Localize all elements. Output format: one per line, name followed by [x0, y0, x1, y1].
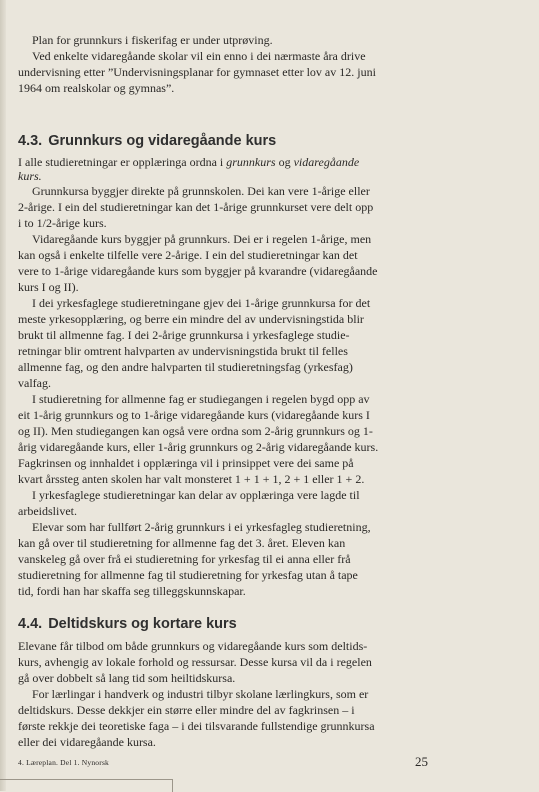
paragraph-line: studieretning for allmenne fag til studieretning for yrkesfag utan å tape	[18, 568, 358, 582]
section-title: Grunnkurs og vidaregåande kurs	[48, 133, 277, 149]
paragraph-line: Elevane får tilbod om både grunnkurs og vidaregåande kurs som deltids-	[18, 639, 368, 653]
intro-line: Plan for grunnkurs i fiskerifag er under utprøving.	[32, 33, 273, 47]
intro-line: 1964 om realskolar og gymnas”.	[18, 81, 175, 95]
paragraph-line: brukt til allmenne fag. I dei 2-årige grunnkursa i yrkesfaglege studie-	[18, 328, 350, 342]
intro-line: Ved enkelte vidaregåande skolar vil ein enno i dei nærmaste åra drive	[32, 49, 366, 63]
paragraph-line: retningar blir omtrent halvparten av undervisningstida brukt til felles	[18, 344, 348, 358]
intro-line: undervisning etter ”Undervisningsplanar for gymnaset etter lov av 12. juni	[18, 65, 376, 79]
section-number: 4.3.	[18, 133, 43, 149]
paragraph-line: I yrkesfaglege studieretningar kan delar av opplæringa vere lagde til	[32, 488, 360, 502]
page-tab-marker	[0, 779, 173, 792]
paragraph-line: meste yrkesopplæring, og berre ein mindre del av undervisningstida blir	[18, 312, 364, 326]
paragraph-line: eller dei vidaregåande kursa.	[18, 735, 156, 749]
footer-source: 4. Læreplan. Del 1. Nynorsk	[18, 758, 110, 767]
paragraph-line: deltidskurs. Desse dekkjer ein større eller mindre del av fagkrinsen – i	[18, 703, 355, 717]
section-number: 4.4.	[18, 616, 43, 632]
paragraph-line: Fagkrinsen og innhaldet i opplæringa vil i prinsippet vere dei same på	[18, 456, 354, 470]
paragraph-line: Vidaregåande kurs byggjer på grunnkurs. Dei er i regelen 1-årige, men	[32, 232, 372, 246]
paragraph-line: I dei yrkesfaglege studieretningane gjev dei 1-årige grunnkursa for det	[32, 296, 371, 310]
italic-term: grunnkurs	[226, 155, 276, 169]
paragraph-line: gå over dobbelt så lang tid som heiltidskursa.	[18, 671, 236, 685]
paragraph-line: kurs, avhengig av lokale forhold og ressursar. Desse kursa vil da i regelen	[18, 655, 372, 669]
paragraph-line: Elevar som har fullført 2-årig grunnkurs i ei yrkesfagleg studieretning,	[32, 520, 371, 534]
paragraph-line: kvart årssteg anten skolen har valt monsteret 1 + 1 + 1, 2 + 1 eller 1 + 2.	[18, 472, 365, 486]
paragraph-line: For lærlingar i handverk og industri tilbyr skolane lærlingkurs, som er	[32, 687, 369, 701]
paragraph-line: tid, fordi han har skaffa seg tilleggskunnskapar.	[18, 584, 246, 598]
paragraph-line: kan også i enkelte tilfelle vere 2-årige. I ein del studieretningar kan det	[18, 248, 358, 262]
section-heading-4-4	[18, 615, 237, 633]
page-number: 25	[415, 754, 428, 769]
paragraph-line: eit 1-årig grunnkurs og to 1-årige vidaregåande kurs (vidaregåande kurs I	[18, 408, 370, 422]
paragraph-line: arbeidslivet.	[18, 504, 77, 518]
section-heading-4-3	[18, 132, 276, 150]
paragraph-line: kurs I og II).	[18, 280, 79, 294]
italic-term: vidaregåande	[293, 155, 360, 169]
paragraph-line: kan gå over til studieretning for allmenne fag det 3. året. Eleven kan	[18, 536, 346, 550]
page-binding-edge	[0, 0, 6, 791]
paragraph-line: vere to 1-årige vidaregåande kurs som byggjer på kvarandre (vidaregåande	[18, 264, 378, 278]
paragraph-line: vanskeleg gå over frå ei studieretning for yrkesfag til ei anna eller frå	[18, 552, 351, 566]
paragraph-line: allmenne fag, og den andre halvparten til studieretningsfag (yrkesfag)	[18, 360, 353, 374]
paragraph-line: kurs.	[18, 169, 42, 183]
text-run: I alle studieretningar er opplæringa ordna i	[18, 155, 227, 169]
paragraph-line: I studieretning for allmenne fag er studiegangen i regelen bygd opp av	[32, 392, 370, 406]
paragraph-line: Grunnkursa byggjer direkte på grunnskolen. Dei kan vere 1-årige eller	[32, 184, 370, 198]
text-run: og	[275, 155, 294, 169]
paragraph-line: årig vidaregåande kurs, eller 1-årig grunnkurs og 2-årig vidaregåande kurs.	[18, 440, 379, 454]
paragraph-line: og II). Men studiegangen kan også vere ordna som 2-årig grunnkurs og 1-	[18, 424, 373, 438]
paragraph-line: i to 1/2-årige kurs.	[18, 216, 107, 230]
paragraph-line: 2-årige. I ein del studieretningar kan det 1-årige grunnkurset vere delt opp	[18, 200, 374, 214]
paragraph-line: første rekkje dei teoretiske faga – i dei tilsvarande fullstendige grunnkursa	[18, 719, 375, 733]
section-title: Deltidskurs og kortare kurs	[48, 616, 237, 632]
paragraph-line: valfag.	[18, 376, 51, 390]
